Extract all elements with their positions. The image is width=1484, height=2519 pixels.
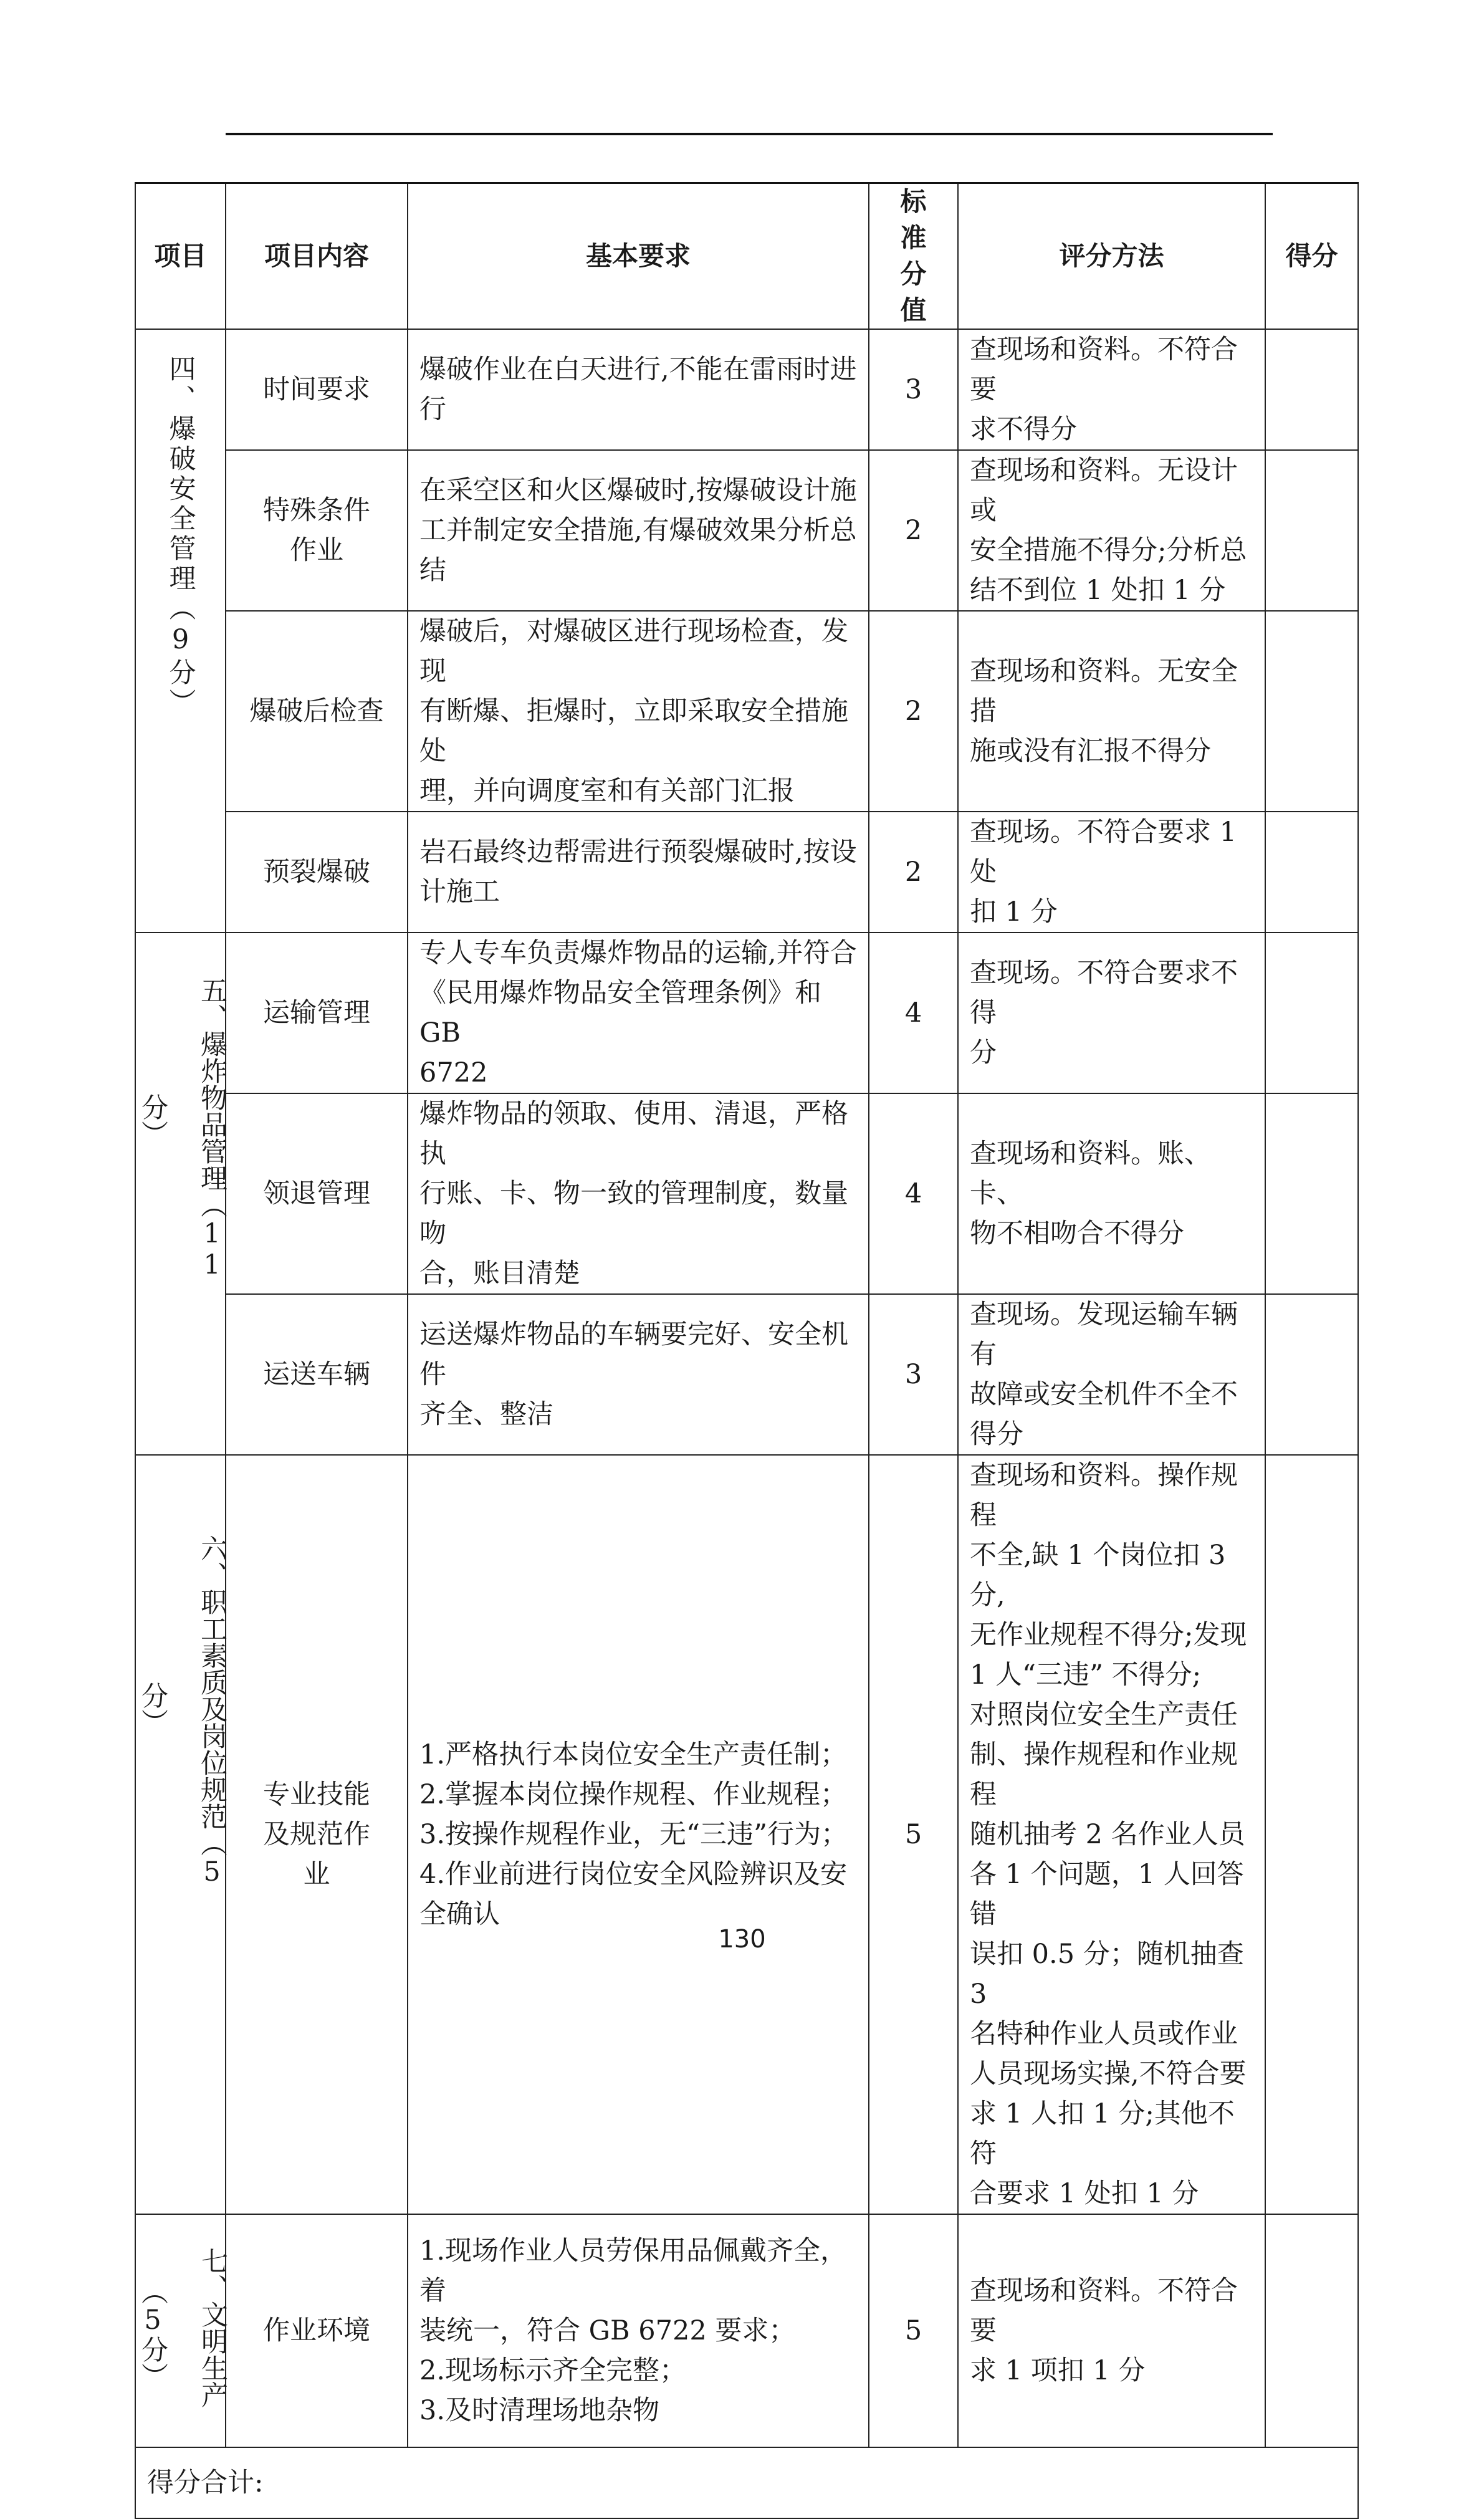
- method-line: 各 1 个问题，1 人回答错: [970, 1859, 1244, 1930]
- header-method: 评分方法: [958, 183, 1265, 330]
- method-line: 物不相吻合不得分: [970, 1218, 1184, 1249]
- requirement-line: 《民用爆炸物品安全管理条例》和 GB: [419, 977, 821, 1048]
- row-requirement: [408, 2214, 869, 2447]
- row-requirement: [408, 329, 869, 450]
- header-score: 得分: [1265, 183, 1358, 330]
- requirement-line: 结: [419, 555, 446, 586]
- method-line: 安全措施不得分;分析总: [970, 535, 1247, 566]
- method-line: 查现场和资料。操作规程: [970, 1460, 1238, 1531]
- method-line: 查现场。不符合要求 1 处: [970, 817, 1237, 888]
- method-line: 故障或安全机件不全不: [970, 1379, 1238, 1410]
- section-label-7: [135, 2214, 226, 2447]
- row-requirement: [408, 611, 869, 812]
- table-row: [135, 611, 1358, 812]
- row-content-text: 专业技能及规范作业: [263, 1779, 370, 1890]
- table-row: [135, 812, 1358, 933]
- row-method: [958, 1455, 1265, 2214]
- header-standard-score: [869, 183, 958, 330]
- row-value: 2: [869, 450, 958, 611]
- row-content: 预裂爆破: [226, 812, 408, 933]
- table-header-row: [135, 183, 1358, 330]
- requirement-line: 行账、卡、物一致的管理制度，数量吻: [419, 1178, 848, 1249]
- score-cell[interactable]: [1265, 1093, 1358, 1294]
- total-row: [135, 2447, 1358, 2518]
- requirement-line: 计施工: [419, 876, 500, 908]
- row-requirement: [408, 1294, 869, 1455]
- section-label-4: [135, 329, 226, 933]
- row-requirement: [408, 812, 869, 933]
- requirement-line: 在采空区和火区爆破时,按爆破设计施: [419, 475, 857, 506]
- row-value: 2: [869, 812, 958, 933]
- section-6-label-right: 六、职工素质及岗位规范（5: [196, 1535, 227, 1888]
- table-row: [135, 450, 1358, 611]
- requirement-line: 爆破作业在白天进行,不能在雷雨时进: [419, 354, 857, 385]
- method-line: 查现场。不符合要求不得: [970, 957, 1238, 1029]
- section-5-label-right: 五、爆炸物品管理（11: [196, 976, 227, 1280]
- row-method: [958, 450, 1265, 611]
- row-content: 爆破后检查: [226, 611, 408, 812]
- requirement-line: 6722: [419, 1057, 488, 1088]
- method-line: 制、操作规程和作业规程: [970, 1739, 1238, 1810]
- method-line: 求 1 人扣 1 分;其他不符: [970, 2098, 1235, 2169]
- row-method: [958, 2214, 1265, 2447]
- method-line: 分: [970, 1037, 997, 1068]
- requirement-line: 行: [419, 394, 446, 425]
- method-line: 对照岗位安全生产责任: [970, 1699, 1238, 1730]
- requirement-line: 专人专车负责爆炸物品的运输,并符合: [419, 938, 857, 969]
- score-cell[interactable]: [1265, 611, 1358, 812]
- section-6-label-left: 分）: [137, 1682, 168, 1735]
- method-line: 查现场和资料。不符合要: [970, 2275, 1238, 2346]
- requirement-line: 4.作业前进行岗位安全风险辨识及安: [419, 1859, 848, 1890]
- header-requirement: 基本要求: [408, 183, 869, 330]
- row-content: [226, 450, 408, 611]
- method-line: 1 人“三违” 不得分;: [970, 1659, 1202, 1691]
- header-item: 项目: [135, 183, 226, 330]
- row-requirement: [408, 933, 869, 1093]
- method-line: 无作业规程不得分;发现: [970, 1619, 1247, 1651]
- method-line: 随机抽考 2 名作业人员: [970, 1819, 1245, 1850]
- row-method: [958, 812, 1265, 933]
- requirement-line: 运送爆炸物品的车辆要完好、安全机件: [419, 1319, 848, 1390]
- method-line: 查现场。发现运输车辆有: [970, 1299, 1238, 1370]
- table-row: [135, 933, 1358, 1093]
- method-line: 求不得分: [970, 414, 1077, 445]
- table-row: [135, 1093, 1358, 1294]
- row-requirement: [408, 1093, 869, 1294]
- section-5-label-left: 分）: [137, 1093, 168, 1147]
- method-line: 施或没有汇报不得分: [970, 736, 1211, 767]
- row-method: [958, 329, 1265, 450]
- total-label: 得分合计:: [135, 2447, 1358, 2518]
- requirement-line: 全确认: [419, 1899, 500, 1930]
- row-method: [958, 1294, 1265, 1455]
- method-line: 不全,缺 1 个岗位扣 3 分,: [970, 1540, 1226, 1611]
- header-standard-score-label: 标准分值: [900, 186, 927, 325]
- section-7-label-right: 七、文明生产: [197, 2247, 228, 2408]
- score-cell[interactable]: [1265, 1294, 1358, 1455]
- score-cell[interactable]: [1265, 1455, 1358, 2214]
- row-method: [958, 1093, 1265, 1294]
- row-value: 4: [869, 1093, 958, 1294]
- row-value: 3: [869, 1294, 958, 1455]
- requirement-line: 2.掌握本岗位操作规程、作业规程；: [419, 1779, 848, 1810]
- section-4-label-text: 四、爆破安全管理（9分）: [165, 354, 196, 718]
- requirement-line: 装统一，符合 GB 6722 要求；: [419, 2315, 796, 2346]
- row-requirement: [408, 450, 869, 611]
- section-7-label-left: （5分）: [137, 2277, 168, 2389]
- row-value: 4: [869, 933, 958, 1093]
- requirement-line: 1.现场作业人员劳保用品佩戴齐全，着: [419, 2235, 848, 2306]
- score-cell[interactable]: [1265, 329, 1358, 450]
- row-content: 运输管理: [226, 933, 408, 1093]
- requirement-line: 理，并向调度室和有关部门汇报: [419, 775, 795, 807]
- method-line: 扣 1 分: [970, 896, 1058, 928]
- row-method: [958, 933, 1265, 1093]
- method-line: 查现场和资料。账、卡、: [970, 1138, 1211, 1209]
- row-content-text: 特殊条件作业: [263, 495, 370, 566]
- method-line: 误扣 0.5 分；随机抽查 3: [970, 1939, 1244, 2010]
- method-line: 合要求 1 处扣 1 分: [970, 2178, 1199, 2209]
- requirement-line: 爆炸物品的领取、使用、清退，严格执: [419, 1098, 848, 1169]
- score-table: [135, 182, 1359, 2519]
- page-number: 130: [718, 1925, 766, 1954]
- requirement-line: 岩石最终边帮需进行预裂爆破时,按设: [419, 837, 857, 868]
- row-value: 5: [869, 2214, 958, 2447]
- method-line: 查现场和资料。无设计或: [970, 455, 1238, 526]
- requirement-line: 3.按操作规程作业，无“三违”行为；: [419, 1819, 848, 1850]
- header-rule: [226, 133, 1273, 135]
- section-label-6: [135, 1455, 226, 2214]
- requirement-line: 1.严格执行本岗位安全生产责任制；: [419, 1739, 848, 1770]
- row-method: [958, 611, 1265, 812]
- requirement-line: 工并制定安全措施,有爆破效果分析总: [419, 515, 857, 546]
- table-row: [135, 1294, 1358, 1455]
- row-content: 时间要求: [226, 329, 408, 450]
- score-cell[interactable]: [1265, 812, 1358, 933]
- score-cell[interactable]: [1265, 450, 1358, 611]
- score-cell[interactable]: [1265, 2214, 1358, 2447]
- table-row: [135, 1455, 1358, 2214]
- section-label-5: [135, 933, 226, 1455]
- method-line: 求 1 项扣 1 分: [970, 2355, 1146, 2386]
- row-content: 运送车辆: [226, 1294, 408, 1455]
- table-row: [135, 329, 1358, 450]
- requirement-line: 2.现场标示齐全完整；: [419, 2355, 687, 2386]
- requirement-line: 有断爆、拒爆时，立即采取安全措施处: [419, 696, 848, 767]
- requirement-line: 爆破后，对爆破区进行现场检查，发现: [419, 616, 848, 687]
- row-content: 作业环境: [226, 2214, 408, 2447]
- method-line: 查现场和资料。无安全措: [970, 656, 1238, 727]
- method-line: 名特种作业人员或作业: [970, 2018, 1238, 2050]
- method-line: 得分: [970, 1419, 1023, 1450]
- method-line: 人员现场实操,不符合要: [970, 2058, 1247, 2090]
- score-cell[interactable]: [1265, 933, 1358, 1093]
- requirement-line: 3.及时清理场地杂物: [419, 2395, 660, 2426]
- row-content: [226, 1455, 408, 2214]
- row-requirement: [408, 1455, 869, 2214]
- row-value: 2: [869, 611, 958, 812]
- requirement-line: 合，账目清楚: [419, 1258, 580, 1289]
- row-content: 领退管理: [226, 1093, 408, 1294]
- header-content: 项目内容: [226, 183, 408, 330]
- requirement-line: 齐全、整洁: [419, 1399, 553, 1430]
- table-row: [135, 2214, 1358, 2447]
- method-line: 查现场和资料。不符合要: [970, 334, 1238, 405]
- row-value: 3: [869, 329, 958, 450]
- method-line: 结不到位 1 处扣 1 分: [970, 575, 1226, 606]
- row-value: 5: [869, 1455, 958, 2214]
